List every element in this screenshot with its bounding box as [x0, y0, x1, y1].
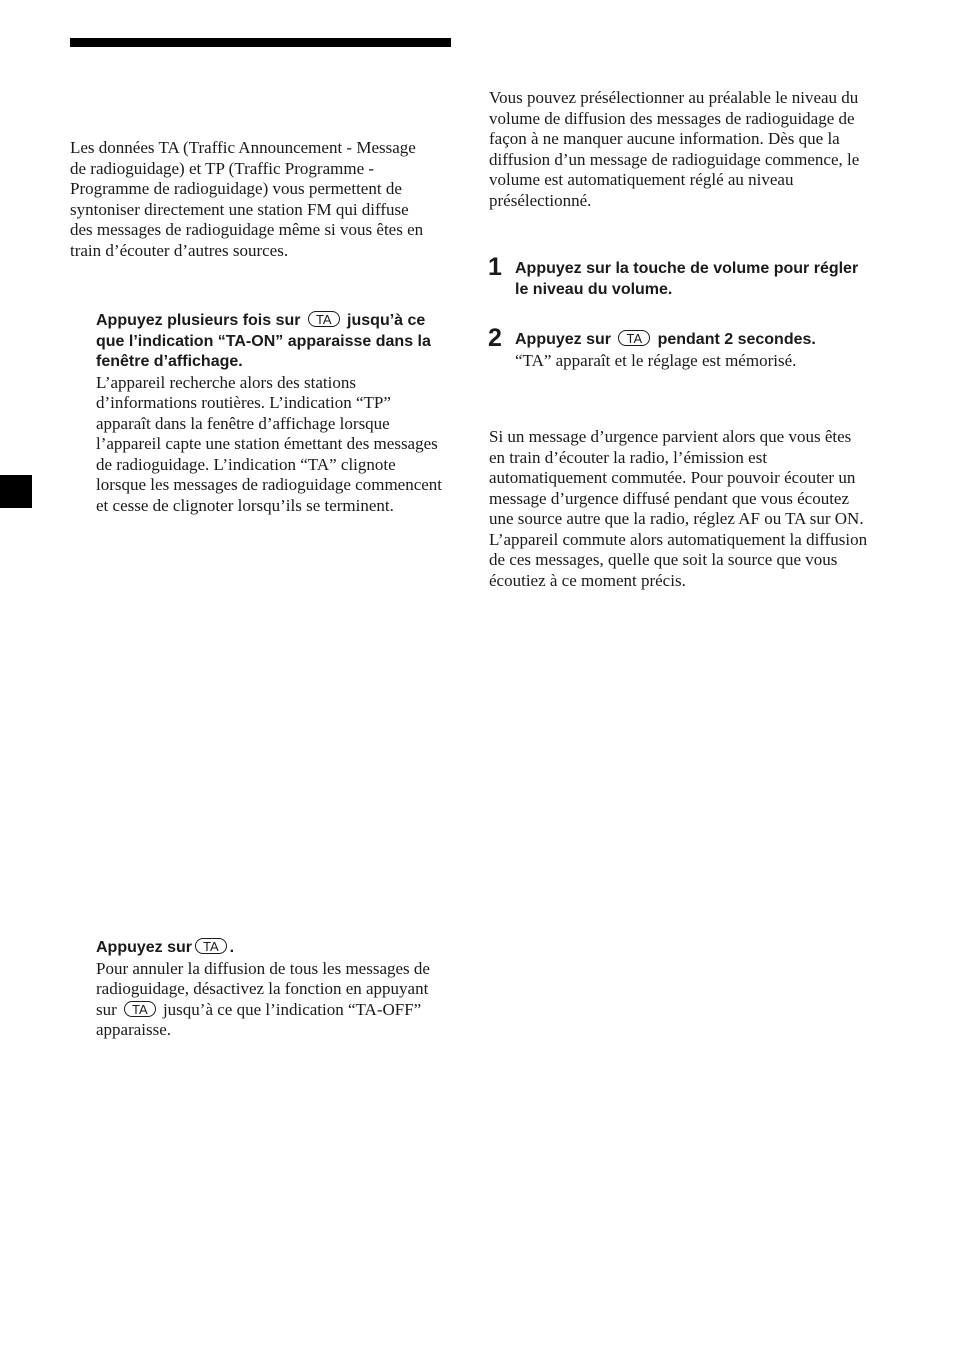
step-2-body: “TA” apparaît et le réglage est mémorisé. — [515, 350, 797, 370]
instruction-text: jusqu’à ce que l’indication “TA-OFF” apparaisse. — [96, 999, 422, 1039]
instruction-cancel — [96, 938, 448, 1041]
volume-intro-paragraph: Vous pouvez présélectionner au préalable le niveau du volume de diffusion des messages de radioguidage de façon à ne manquer aucune information. Dès que la diffusion d’un message de radioguidage commence, le volume est automatiquement réglé au niveau présélectionné. — [489, 88, 860, 210]
step-2 — [515, 330, 865, 371]
step-number-2: 2 — [488, 324, 502, 352]
instruction-text: jusqu’à ce que l’indication “TA-ON” apparaisse dans la fenêtre d’affichage. — [96, 312, 431, 370]
instruction-body — [96, 959, 448, 1041]
step-text: pendant 2 secondes. — [657, 331, 816, 348]
step-1-text: Appuyez sur la touche de volume pour régler le niveau du volume. — [515, 260, 859, 298]
section-header-rule — [70, 38, 451, 47]
instruction-body: L’appareil recherche alors des stations d’informations routières. L’indication “TP” apparaît dans la fenêtre d’affichage lorsque l’appareil capte une station émettant des messages de radioguidage. L’indication “TA” clignote lorsque les messages de radioguidage commencent et cesse de clignoter lorsqu’ils se terminent. — [96, 372, 443, 515]
step-text: Appuyez sur — [515, 331, 612, 348]
instruction-heading — [96, 938, 448, 959]
instruction-text: Appuyez plusieurs fois sur — [96, 312, 301, 329]
ta-key-icon: TA — [124, 1001, 156, 1017]
step-2-heading — [515, 330, 865, 351]
step-number-1: 1 — [488, 253, 502, 281]
intro-paragraph: Les données TA (Traffic Announcement - Message de radioguidage) et TP (Traffic Programme - Programme de radioguidage) vous permettent de syntoniser directement une station FM qui diffuse des messages de radioguidage même si vous êtes en train d’écouter d’autres sources. — [70, 138, 424, 260]
ta-key-icon: TA — [308, 311, 340, 327]
instruction-heading — [96, 311, 448, 373]
emergency-paragraph: Si un message d’urgence parvient alors que vous êtes en train d’écouter la radio, l’émission est automatiquement commutée. Pour pouvoir écouter un message d’urgence diffusé pendant que vous écoutez une source autre que la radio, réglez AF ou TA sur ON. L’appareil commute alors automatiquement la diffusion de ces messages, quelle que soit la source que vous écoutiez à ce moment précis. — [489, 427, 868, 590]
instruction-ta-on — [96, 311, 448, 516]
ta-key-icon: TA — [195, 938, 227, 954]
ta-key-icon: TA — [618, 330, 650, 346]
instruction-text: Pour annuler la diffusion de tous les messages de radioguidage, désactivez la fonction en appuyant sur — [96, 958, 430, 1019]
instruction-text: . — [229, 939, 235, 956]
chapter-tab — [0, 475, 32, 508]
instruction-text: Appuyez sur — [96, 939, 193, 956]
